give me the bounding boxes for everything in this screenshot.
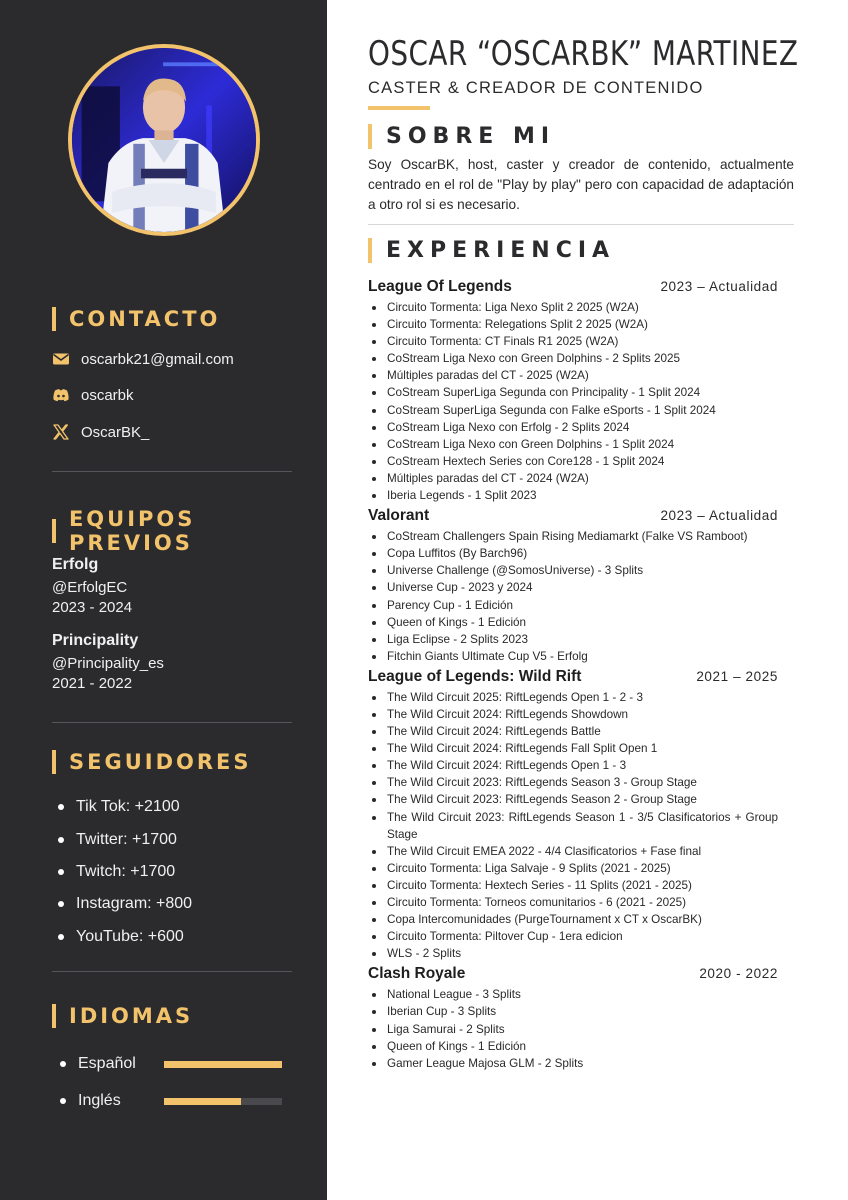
contact-discord-text: oscarbk xyxy=(81,386,134,404)
list-item: Liga Samurai - 2 Splits xyxy=(368,1021,778,1038)
list-item: CoStream Hextech Series con Core128 - 1 Split 2024 xyxy=(368,453,778,470)
heading-accent-bar xyxy=(52,750,56,774)
list-item: Circuito Tormenta: Torneos comunitarios - 6 (2021 - 2025) xyxy=(368,894,778,911)
team-erfolg xyxy=(52,555,132,618)
language-name: Español xyxy=(78,1055,136,1072)
list-item: The Wild Circuit 2024: RiftLegends Open 1 - 3 xyxy=(368,757,778,774)
team-years: 2023 - 2024 xyxy=(52,599,133,616)
list-item: CoStream Liga Nexo con Erfolg - 2 Splits 2024 xyxy=(368,419,778,436)
experience-heading-label: EXPERIENCIA xyxy=(386,238,616,263)
experience-game: League Of Legends xyxy=(368,278,512,295)
contact-discord[interactable] xyxy=(52,386,134,404)
contact-heading-label: CONTACTO xyxy=(69,307,221,331)
experience-items xyxy=(368,986,778,1071)
list-item: Circuito Tormenta: Piltover Cup - 1era edicion xyxy=(368,928,778,945)
language-level-fill xyxy=(164,1061,282,1068)
followers-list xyxy=(58,791,192,953)
experience-dates: 2021 – 2025 xyxy=(696,668,778,684)
profile-photo xyxy=(68,44,260,236)
title-accent-underline xyxy=(368,106,430,110)
list-item: The Wild Circuit EMEA 2022 - 4/4 Clasificatorios + Fase final xyxy=(368,843,778,860)
sidebar xyxy=(0,0,327,1200)
list-item: The Wild Circuit 2023: RiftLegends Season 2 - Group Stage xyxy=(368,791,778,808)
sidebar-divider xyxy=(52,471,292,472)
list-item: Instagram: +800 xyxy=(58,888,192,920)
list-item: The Wild Circuit 2024: RiftLegends Fall Split Open 1 xyxy=(368,740,778,757)
list-item: Copa Luffitos (By Barch96) xyxy=(368,545,778,562)
list-item: Múltiples paradas del CT - 2025 (W2A) xyxy=(368,367,778,384)
team-handle: @Principality_es xyxy=(52,655,164,672)
section-divider xyxy=(368,224,794,225)
discord-icon xyxy=(52,386,70,404)
language-english xyxy=(60,1092,282,1110)
list-item: The Wild Circuit 2023: RiftLegends Season 3 - Group Stage xyxy=(368,774,778,791)
list-item: CoStream Challengers Spain Rising Mediamarkt (Falke VS Ramboot) xyxy=(368,528,778,545)
list-item: CoStream SuperLiga Segunda con Principality - 1 Split 2024 xyxy=(368,384,778,401)
languages-heading xyxy=(52,1004,193,1028)
experience-section-valorant xyxy=(368,507,778,665)
heading-accent-bar xyxy=(52,519,56,543)
bullet xyxy=(60,1098,66,1104)
experience-section-header xyxy=(368,668,778,688)
list-item: Iberian Cup - 3 Splits xyxy=(368,1003,778,1020)
heading-accent-bar xyxy=(52,1004,56,1028)
experience-dates: 2020 - 2022 xyxy=(699,966,778,982)
language-level-bar xyxy=(164,1061,282,1068)
list-item: Parency Cup - 1 Edición xyxy=(368,597,778,614)
language-level-fill xyxy=(164,1098,241,1105)
bullet xyxy=(60,1061,66,1067)
language-name: Inglés xyxy=(78,1092,121,1109)
contact-email-text: oscarbk21@gmail.com xyxy=(81,350,234,368)
team-years: 2021 - 2022 xyxy=(52,675,133,692)
teams-heading-label: EQUIPOS PREVIOS xyxy=(68,507,196,555)
list-item: National League - 3 Splits xyxy=(368,986,778,1003)
about-text: Soy OscarBK, host, caster y creador de contenido, actualmente centrado en el rol de "Play by play" pero con capacidad de adaptación a otro rol si es necesario. xyxy=(368,157,794,212)
contact-heading xyxy=(52,307,220,331)
list-item: Gamer League Majosa GLM - 2 Splits xyxy=(368,1055,778,1072)
experience-heading xyxy=(368,238,615,263)
contact-x-text: OscarBK_ xyxy=(81,423,150,441)
teams-heading xyxy=(52,507,327,555)
contact-email[interactable] xyxy=(52,350,234,368)
list-item: Circuito Tormenta: Liga Nexo Split 2 2025 (W2A) xyxy=(368,299,778,316)
mail-icon xyxy=(52,350,70,368)
language-level-bar xyxy=(164,1098,282,1105)
heading-accent-bar xyxy=(368,238,372,263)
list-item: Múltiples paradas del CT - 2024 (W2A) xyxy=(368,470,778,487)
list-item: CoStream SuperLiga Segunda con Falke eSports - 1 Split 2024 xyxy=(368,402,778,419)
experience-list xyxy=(368,278,778,1075)
x-icon xyxy=(52,423,70,441)
languages-heading-label: IDIOMAS xyxy=(69,1004,194,1028)
list-item: Fitchin Giants Ultimate Cup V5 - Erfolg xyxy=(368,648,778,665)
list-item: The Wild Circuit 2023: RiftLegends Season 1 - 3/5 Clasificatorios + Group Stage xyxy=(368,809,778,843)
team-principality xyxy=(52,631,164,694)
experience-section-header xyxy=(368,507,778,527)
language-spanish xyxy=(60,1055,282,1073)
about-heading-label: SOBRE MI xyxy=(386,124,556,149)
experience-dates: 2023 – Actualidad xyxy=(660,279,778,294)
list-item: CoStream Liga Nexo con Green Dolphins - 2 Splits 2025 xyxy=(368,350,778,367)
list-item: The Wild Circuit 2025: RiftLegends Open 1 - 2 - 3 xyxy=(368,689,778,706)
contact-x[interactable] xyxy=(52,423,149,441)
list-item: Twitch: +1700 xyxy=(58,856,192,888)
list-item: Twitter: +1700 xyxy=(58,823,192,855)
list-item: Queen of Kings - 1 Edición xyxy=(368,614,778,631)
experience-game: League of Legends: Wild Rift xyxy=(368,667,582,685)
list-item: Circuito Tormenta: Liga Salvaje - 9 Splits (2021 - 2025) xyxy=(368,860,778,877)
sidebar-divider xyxy=(52,722,292,723)
team-name: Erfolg xyxy=(52,556,99,573)
experience-items xyxy=(368,299,778,504)
experience-game: Clash Royale xyxy=(368,965,466,983)
heading-accent-bar xyxy=(52,307,56,331)
page-title: OSCAR “OSCARBK” MARTINEZ xyxy=(368,34,799,74)
list-item: Liga Eclipse - 2 Splits 2023 xyxy=(368,631,778,648)
experience-game: Valorant xyxy=(368,507,430,525)
experience-section-header xyxy=(368,965,778,985)
list-item: The Wild Circuit 2024: RiftLegends Showdown xyxy=(368,706,778,723)
list-item: WLS - 2 Splits xyxy=(368,945,778,962)
about-heading xyxy=(368,124,555,149)
list-item: Circuito Tormenta: CT Finals R1 2025 (W2A) xyxy=(368,333,778,350)
list-item: Queen of Kings - 1 Edición xyxy=(368,1038,778,1055)
list-item: Tik Tok: +2100 xyxy=(58,791,192,823)
sidebar-divider xyxy=(52,971,292,972)
experience-items xyxy=(368,528,778,665)
experience-section-header xyxy=(368,278,778,298)
list-item: CoStream Liga Nexo con Green Dolphins - 1 Split 2024 xyxy=(368,436,778,453)
followers-heading xyxy=(52,750,252,774)
profile-photo-illustration xyxy=(72,48,256,232)
list-item: Circuito Tormenta: Hextech Series - 11 Splits (2021 - 2025) xyxy=(368,877,778,894)
experience-section-wildrift xyxy=(368,668,778,963)
list-item: YouTube: +600 xyxy=(58,921,192,953)
followers-heading-label: SEGUIDORES xyxy=(69,750,252,774)
list-item: Iberia Legends - 1 Split 2023 xyxy=(368,487,778,504)
team-handle: @ErfolgEC xyxy=(52,579,128,596)
heading-accent-bar xyxy=(368,124,372,149)
role-subtitle: CASTER & CREADOR DE CONTENIDO xyxy=(368,79,704,97)
team-name: Principality xyxy=(52,632,139,649)
experience-dates: 2023 – Actualidad xyxy=(660,508,778,524)
list-item: The Wild Circuit 2024: RiftLegends Battle xyxy=(368,723,778,740)
list-item: Universe Cup - 2023 y 2024 xyxy=(368,579,778,596)
list-item: Universe Challenge (@SomosUniverse) - 3 Splits xyxy=(368,562,778,579)
experience-section-clashroyale xyxy=(368,965,778,1071)
experience-section-lol xyxy=(368,278,778,504)
list-item: Copa Intercomunidades (PurgeTournament x CT x OscarBK) xyxy=(368,911,778,928)
experience-items xyxy=(368,689,778,963)
list-item: Circuito Tormenta: Relegations Split 2 2025 (W2A) xyxy=(368,316,778,333)
